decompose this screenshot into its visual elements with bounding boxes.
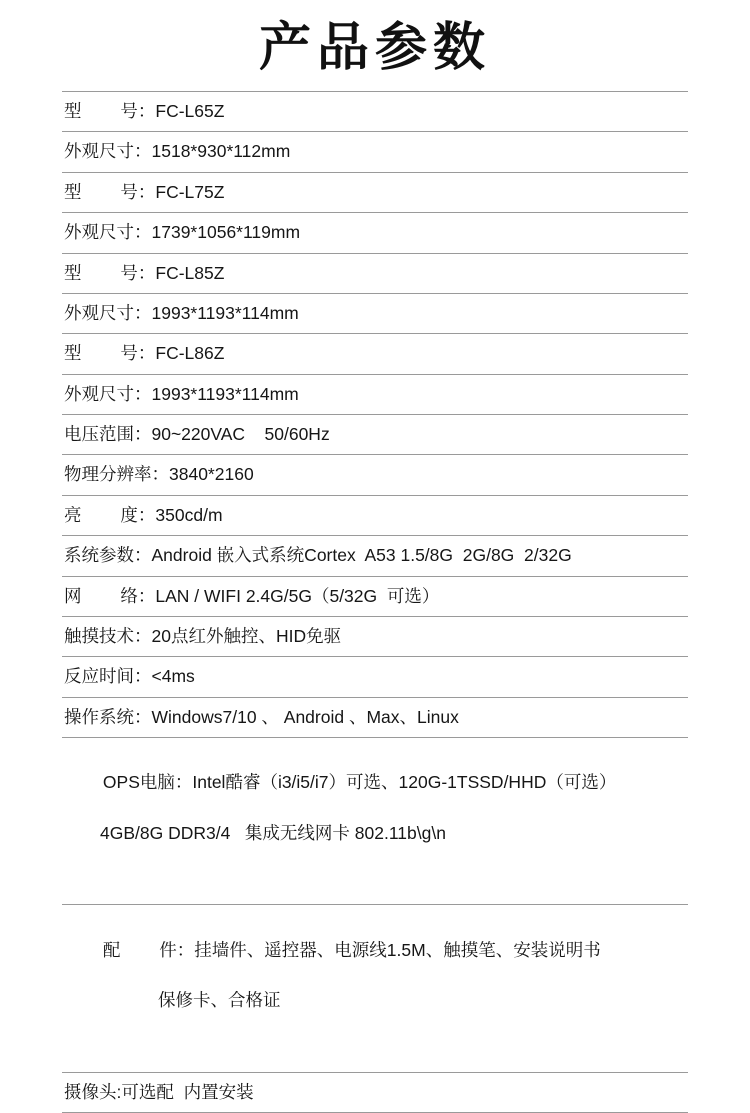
- spec-row-camera: [62, 1073, 688, 1113]
- spec-row-text: 型 号：FC-L85Z: [64, 262, 225, 283]
- spec-row-text-block: [64, 905, 686, 1071]
- spec-row-operating-system: [62, 698, 688, 738]
- spec-row-touch-technology: [62, 617, 688, 657]
- spec-row-text: 物理分辨率：3840*2160: [64, 464, 254, 485]
- spec-row-text-continued: 保修卡、合格证: [158, 990, 281, 1011]
- spec-row-text: 型 号：FC-L75Z: [64, 181, 225, 202]
- spec-row-text: 操作系统：Windows7/10 、 Android 、Max、Linux: [64, 706, 459, 727]
- spec-row-text: 亮 度：350cd/m: [64, 504, 223, 525]
- spec-row-dimensions-3: [62, 294, 688, 334]
- spec-row-physical-resolution: [62, 455, 688, 495]
- spec-row-text: 摄像头:可选配 内置安装: [64, 1081, 254, 1102]
- spec-row-text-block: [64, 738, 686, 904]
- spec-row-dimensions-2: [62, 213, 688, 253]
- spec-row-dimensions-1: [62, 132, 688, 172]
- spec-row-dimensions-4: [62, 375, 688, 415]
- spec-row-text: 外观尺寸：1518*930*112mm: [64, 141, 291, 162]
- spec-row-text: 外观尺寸：1993*1193*114mm: [64, 383, 299, 404]
- spec-row-text: 系统参数：Android 嵌入式系统Cortex A53 1.5/8G 2G/8G 2/32G: [64, 545, 572, 566]
- spec-row-text: 外观尺寸：1739*1056*119mm: [64, 222, 301, 243]
- spec-row-model-4: [62, 334, 688, 374]
- spec-row-ops-computer: [62, 738, 688, 905]
- spec-row-text: 配 件：挂墙件、遥控器、电源线1.5M、触摸笔、安装说明书: [102, 939, 601, 960]
- spec-row-system-parameters: [62, 536, 688, 576]
- spec-row-voltage-range: [62, 415, 688, 455]
- spec-row-text: 网 络：LAN / WIFI 2.4G/5G（5/32G 可选）: [64, 585, 440, 606]
- spec-row-text: 反应时间：<4ms: [64, 666, 195, 687]
- spec-row-response-time: [62, 657, 688, 697]
- spec-row-accessories: [62, 905, 688, 1072]
- spec-row-network: [62, 577, 688, 617]
- spec-table: [62, 91, 688, 1113]
- spec-row-text: 电压范围：90~220VAC 50/60Hz: [64, 424, 330, 444]
- spec-row-model-3: [62, 254, 688, 294]
- spec-row-text: 外观尺寸：1993*1193*114mm: [64, 302, 299, 323]
- spec-row-text-continued: 4GB/8G DDR3/4 集成无线网卡 802.11b\g\n: [100, 823, 446, 844]
- spec-row-brightness: [62, 496, 688, 536]
- page-title: 产品参数: [258, 18, 491, 78]
- spec-row-model-2: [62, 173, 688, 213]
- spec-row-text: OPS电脑：Intel酷睿（i3/i5/i7）可选、120G-1TSSD/HHD（可选）: [102, 772, 617, 793]
- spec-row-text: 触摸技术：20点红外触控、HID免驱: [64, 625, 342, 646]
- spec-row-text: 型 号：FC-L86Z: [64, 343, 225, 364]
- spec-row-model-1: [62, 92, 688, 132]
- spec-row-text: 型 号：FC-L65Z: [64, 101, 225, 121]
